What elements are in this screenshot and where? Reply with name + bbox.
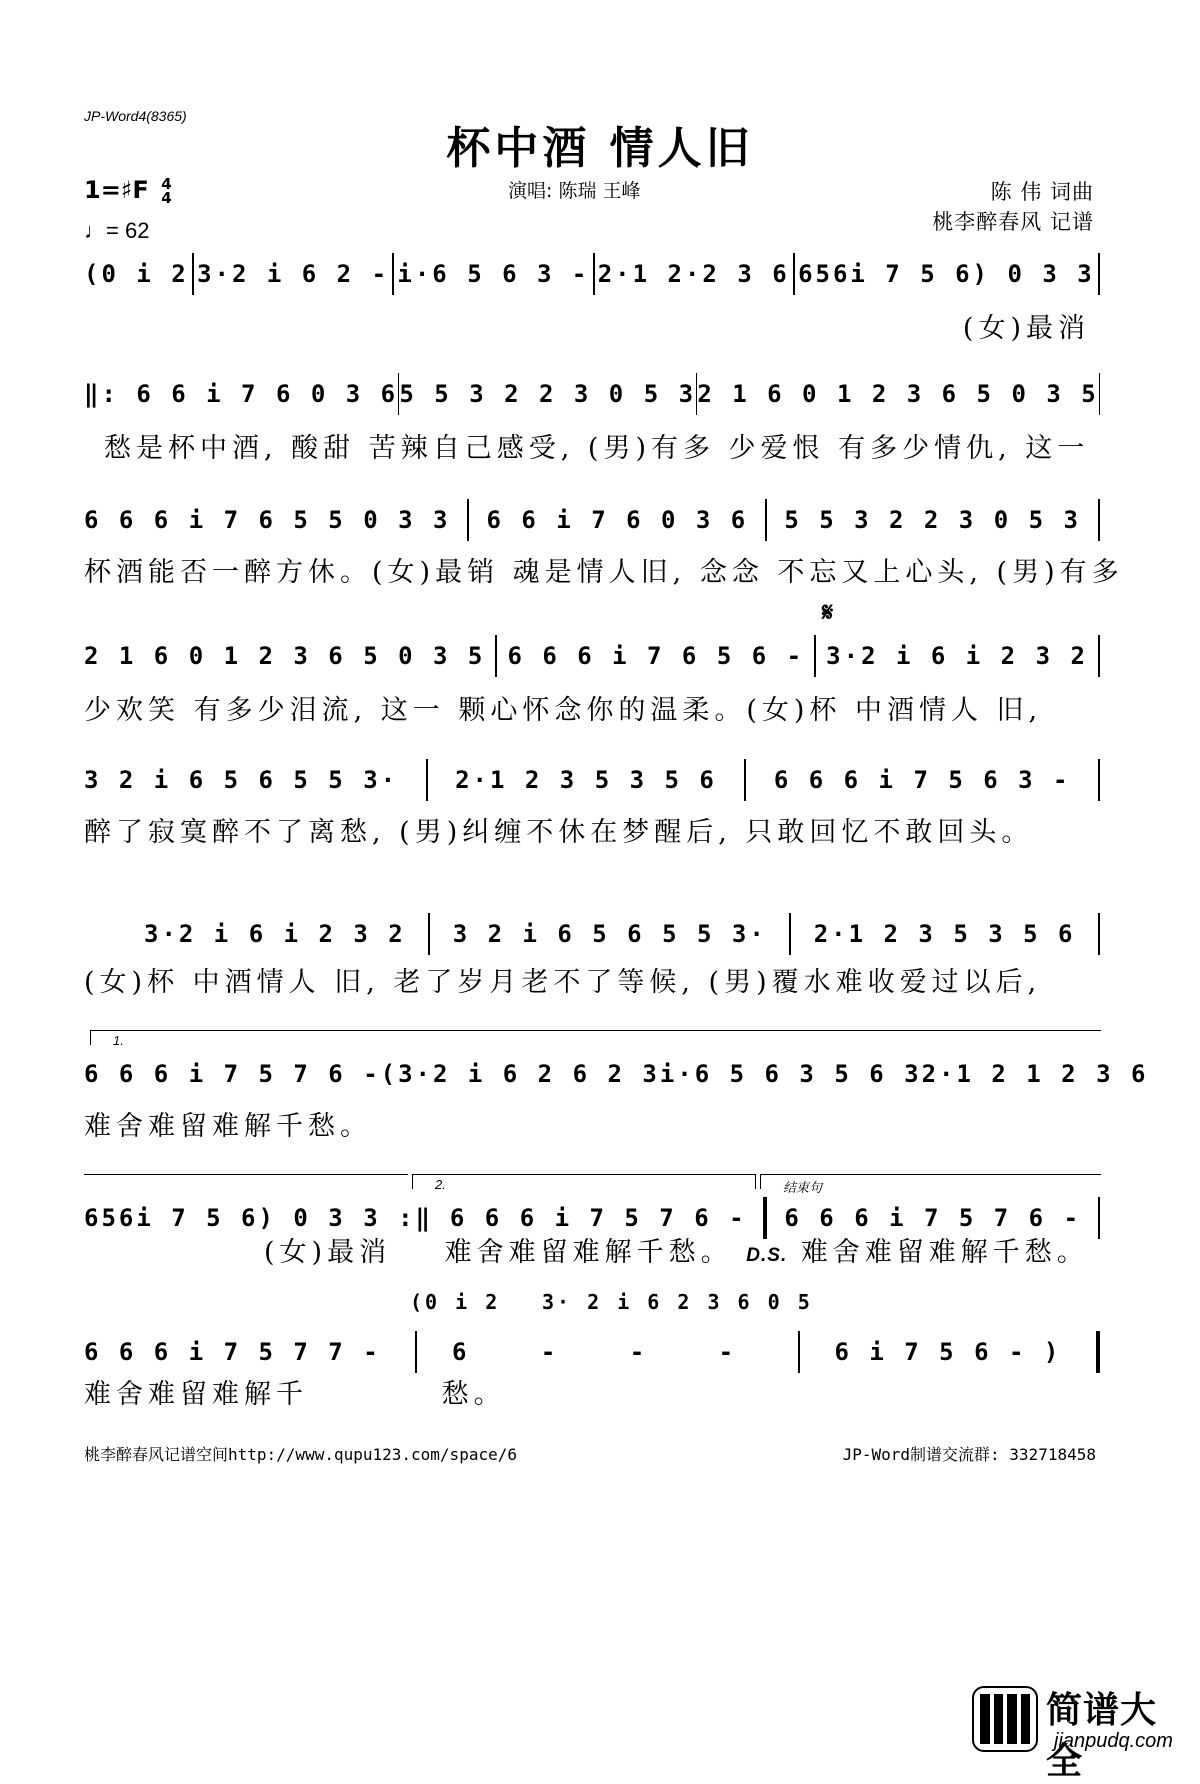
barline: [428, 913, 430, 955]
measure: 3·2 i 6 i 2 3 2: [826, 642, 1088, 670]
lyrics-a: (女)最消: [264, 1237, 392, 1268]
lyrics-b: 难舍难留难解千愁。: [444, 1237, 733, 1268]
staff-row-7: [84, 1044, 1149, 1104]
staff-row-1: [84, 244, 1100, 304]
measure: i·6 5 6 3 -: [397, 260, 590, 288]
measure: 6 6 6 i 7 5 7 6 -: [449, 1204, 747, 1232]
barline: [1098, 759, 1100, 801]
staff-row-6: [84, 904, 1100, 964]
logo-url: jianpudq.com: [1054, 1730, 1173, 1752]
singers-credit: 演唱: 陈瑞 王峰: [508, 180, 641, 202]
barline: [467, 499, 469, 541]
time-signature: [161, 177, 171, 205]
lyrics-row-1: (女)最消: [962, 313, 1090, 344]
measure: (3·2 i 6 2 6 2 3: [380, 1060, 660, 1088]
measure: 2·1 2 3 5 3 5 6: [455, 766, 717, 794]
measure: 6 6 6 i 7 5 7 7 -: [84, 1338, 381, 1366]
barline: [798, 1331, 800, 1373]
barline: [789, 913, 791, 955]
lyrics-a: 难舍难留难解千: [84, 1379, 308, 1410]
barline: [744, 759, 746, 801]
time-top: 4: [161, 175, 172, 193]
staff-row-2: [84, 364, 1100, 424]
barline: [415, 1331, 417, 1373]
barline: [593, 253, 595, 295]
lyrics-row-8: [84, 1230, 1100, 1269]
measure: 3·2 i 6 i 2 3 2: [144, 920, 406, 948]
piano-keys-icon: [972, 1686, 1038, 1752]
measure: 3 2 i 6 5 6 5 5 3·: [452, 920, 767, 948]
barline: [1098, 253, 1100, 295]
measure: 5 5 3 2 2 3 0 5 3: [784, 506, 1081, 534]
measure: 6 6 6 i 7 5 7 6 -: [84, 1060, 381, 1088]
footer-group: JP-Word制谱交流群: 332718458: [842, 1445, 1096, 1464]
measure: 3·2 i 6 2 -: [197, 260, 390, 288]
measure: i·6 5 6 3 5 6 3: [659, 1060, 922, 1088]
barline: [392, 253, 394, 295]
volta-label: 1.: [113, 1033, 124, 1048]
barline: [426, 759, 428, 801]
time-bottom: 4: [161, 189, 172, 207]
composer-credit: 陈 伟 词曲: [990, 180, 1094, 204]
volta-label: 结束句: [783, 1180, 823, 1195]
lyrics-row-6: (女)杯 中酒情人 旧, 老了岁月老不了等候, (男)覆水难收爱过以后,: [84, 967, 1042, 998]
measure: 656i 7 5 6) 0 3 3 :‖: [84, 1204, 433, 1232]
lyrics-row-3: 杯酒能否一醉方休。(女)最销 魂是情人旧, 念念 不忘又上心头, (男)有多: [84, 557, 1124, 588]
key-signature: [84, 176, 172, 205]
barline: [1099, 373, 1100, 415]
final-barline: [1096, 1331, 1100, 1373]
volta-second-ending: [412, 1174, 756, 1192]
measure: ‖: 6 6 i 7 6 0 3 6: [84, 380, 399, 408]
measure: 6 6 6 i 7 6 5 6 -: [507, 642, 805, 670]
barline: [1098, 499, 1100, 541]
measure: 6 6 i 7 6 0 3 6: [486, 506, 749, 534]
page-title: 杯中酒 情人旧: [446, 123, 754, 174]
measure: 3 2 i 6 5 6 5 5 3·: [84, 766, 399, 794]
arranger-credit: 桃李醉春风 记谱: [932, 210, 1094, 234]
measure: 656i 7 5 6) 0 3 3: [798, 260, 1095, 288]
logo-name: 简谱大全: [1046, 1690, 1158, 1782]
volta-first-ending-cont: [84, 1174, 408, 1189]
staff-row-5: [84, 750, 1100, 810]
site-logo: [972, 1680, 1192, 1782]
lyrics-row-4: 少欢笑 有多少泪流, 这一 颗心怀念你的温柔。(女)杯 中酒情人 旧,: [84, 695, 1043, 726]
measure: 6 - - -: [451, 1338, 764, 1366]
measure: 2·1 2·2 3 6: [597, 260, 790, 288]
volta-ending-phrase: [760, 1174, 1101, 1195]
barline: [495, 635, 497, 677]
ds-mark: D.S.: [746, 1245, 788, 1266]
measure: (0 i 2: [84, 260, 189, 288]
measure: 6 i 7 5 6 - ): [834, 1338, 1062, 1366]
key-label: 1=♯F: [84, 176, 149, 204]
upper-measure: (0 i 2: [410, 1290, 501, 1314]
barline: [1098, 913, 1100, 955]
lyrics-c: 难舍难留难解千愁。: [800, 1237, 1089, 1268]
staff-row-4: [84, 626, 1100, 686]
measure: 2 1 6 0 1 2 3 6 5 0 3 5: [84, 642, 486, 670]
measure: 2 1 6 0 1 2 3 6 5 0 3 5: [697, 380, 1099, 408]
staff-row-3: [84, 490, 1100, 550]
footer-source: 桃李醉春风记谱空间http://www.qupu123.com/space/6: [84, 1445, 517, 1464]
barline: [793, 253, 795, 295]
measure: 6 6 6 i 7 5 6 3 -: [773, 766, 1071, 794]
measure: 6 6 6 i 7 6 5 5 0 3 3: [84, 506, 451, 534]
barline: [765, 499, 767, 541]
lyrics-b: 愁。: [441, 1379, 506, 1410]
software-label: JP-Word4(8365): [84, 108, 187, 124]
volta-first-ending: [90, 1030, 1101, 1048]
measure: 5 5 3 2 2 3 0 5 3: [399, 380, 697, 408]
barline: [192, 253, 194, 295]
lyrics-row-7: 难舍难留难解千愁。: [84, 1111, 372, 1142]
measure: 6 6 6 i 7 5 7 6 -: [784, 1204, 1082, 1232]
measure: 2·1 2 3 5 3 5 6: [813, 920, 1076, 948]
measure: 2·1 2 1 2 3 6: [921, 1060, 1149, 1088]
lyrics-row-5: 醉了寂寞醉不了离愁, (男)纠缠不休在梦醒后, 只敢回忆不敢回头。: [84, 817, 1034, 848]
lyrics-row-2: 愁是杯中酒, 酸甜 苦辣自己感受, (男)有多 少爱恨 有多少情仇, 这一: [104, 433, 1090, 464]
barline: [814, 635, 816, 677]
volta-label: 2.: [435, 1177, 446, 1192]
tempo-mark: ♩= 62: [84, 218, 150, 243]
segno-sign: 𝄋: [822, 598, 834, 628]
barline: [1098, 635, 1100, 677]
lyrics-row-9: [84, 1372, 1100, 1411]
upper-measure: 3· 2 i 6 2 3 6 0 5: [542, 1290, 813, 1314]
